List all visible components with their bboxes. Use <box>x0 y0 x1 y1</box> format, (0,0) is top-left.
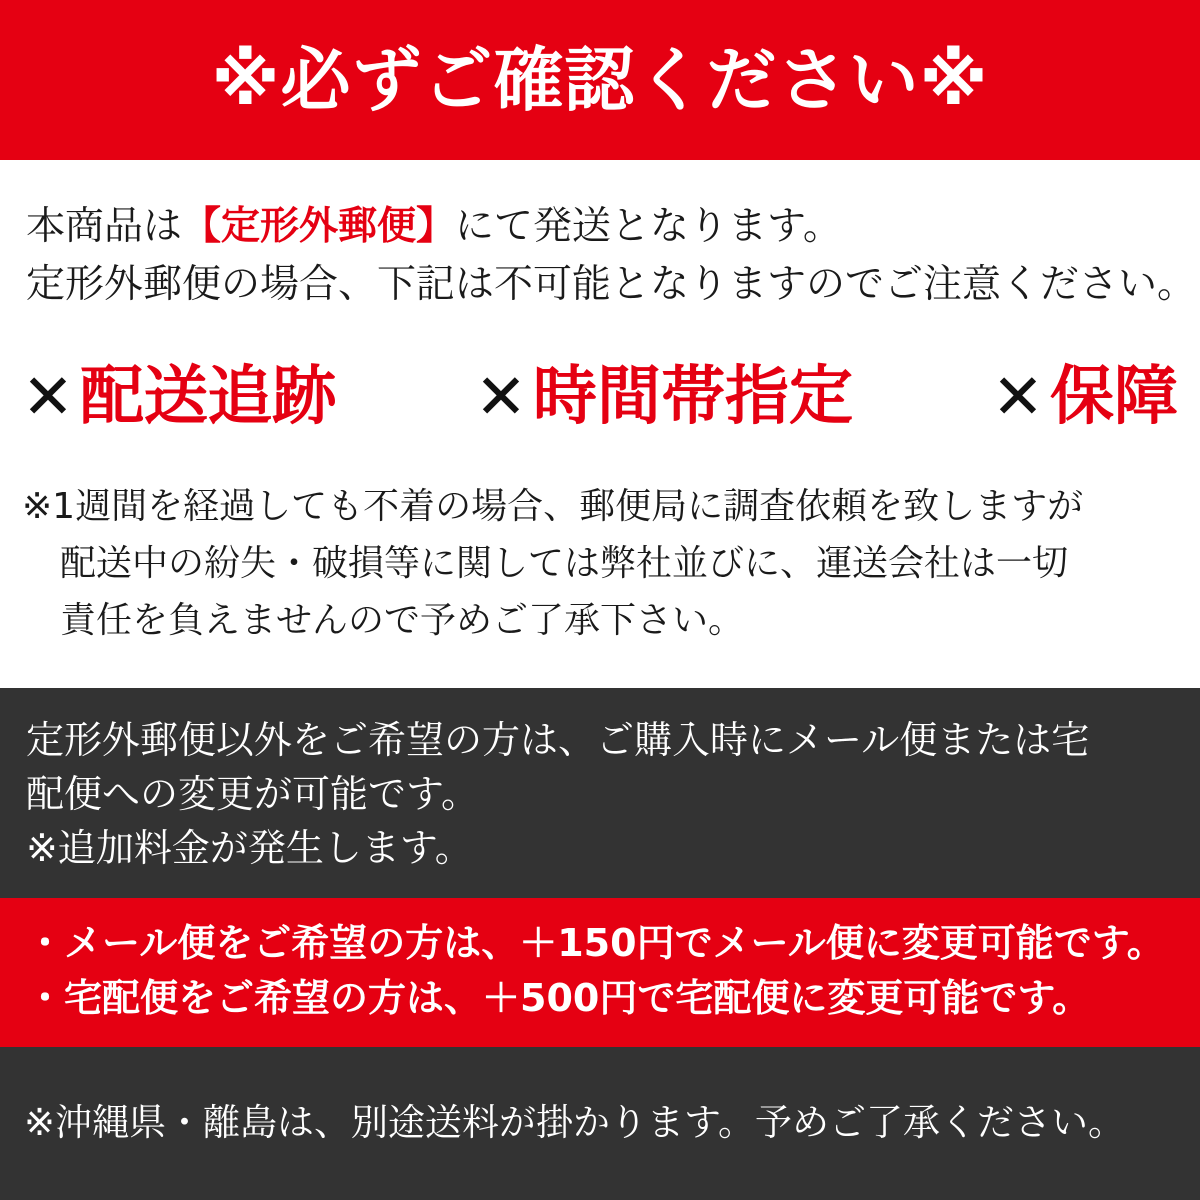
intro-section <box>0 160 1200 313</box>
intro-line-1-before: 本商品は <box>26 204 183 249</box>
alternative-shipping-block <box>0 688 1200 898</box>
alternative-shipping-line: 定形外郵便以外をご希望の方は、ご購入時にメール便または宅 <box>26 718 1090 763</box>
remote-area-note: ※沖縄県・離島は、別途送料が掛かります。予めご了承ください。 <box>24 1101 1126 1145</box>
cross-icon: ✕ <box>22 360 74 434</box>
intro-line-1-highlight: 【定形外郵便】 <box>182 204 456 249</box>
cross-icon: ✕ <box>992 360 1044 434</box>
upgrade-options-block <box>0 898 1200 1047</box>
intro-line-1-after: にて発送となります。 <box>455 204 842 249</box>
upgrade-option-mail: ・メール便をご希望の方は、＋150円でメール便に変更可能です。 <box>26 920 1165 965</box>
note-line: ※1週間を経過しても不着の場合、郵便局に調査依頼を致しますが <box>22 486 1084 528</box>
remote-area-footer <box>0 1047 1200 1200</box>
unavailable-item-timeslot <box>475 360 853 435</box>
intro-line-1 <box>26 198 1174 256</box>
alternative-shipping-line: 配便への変更が可能です。 <box>26 772 479 817</box>
intro-line-2: 定形外郵便の場合、下記は不可能となりますのでご注意ください。 <box>26 261 1197 307</box>
unavailable-services-row <box>0 360 1200 435</box>
note-line: 責任を負えませんので予めご了承下さい。 <box>60 600 745 642</box>
unavailable-item-label: 配送追跡 <box>79 360 336 435</box>
note-line: 配送中の紛失・破損等に関しては弊社並びに、運送会社は一切 <box>60 543 1069 585</box>
cross-icon: ✕ <box>475 360 527 434</box>
upgrade-option-parcel: ・宅配便をご希望の方は、＋500円で宅配便に変更可能です。 <box>26 976 1091 1021</box>
unavailable-item-tracking <box>22 360 336 435</box>
unavailable-item-label: 保障 <box>1049 360 1178 435</box>
alternative-shipping-line: ※追加料金が発生します。 <box>26 825 473 870</box>
unavailable-item-label: 時間帯指定 <box>532 360 853 435</box>
disclaimer-note <box>0 479 1200 650</box>
banner-title: ※必ずご確認ください※ <box>211 39 989 121</box>
header-banner <box>0 0 1200 160</box>
unavailable-item-insurance <box>992 360 1178 435</box>
